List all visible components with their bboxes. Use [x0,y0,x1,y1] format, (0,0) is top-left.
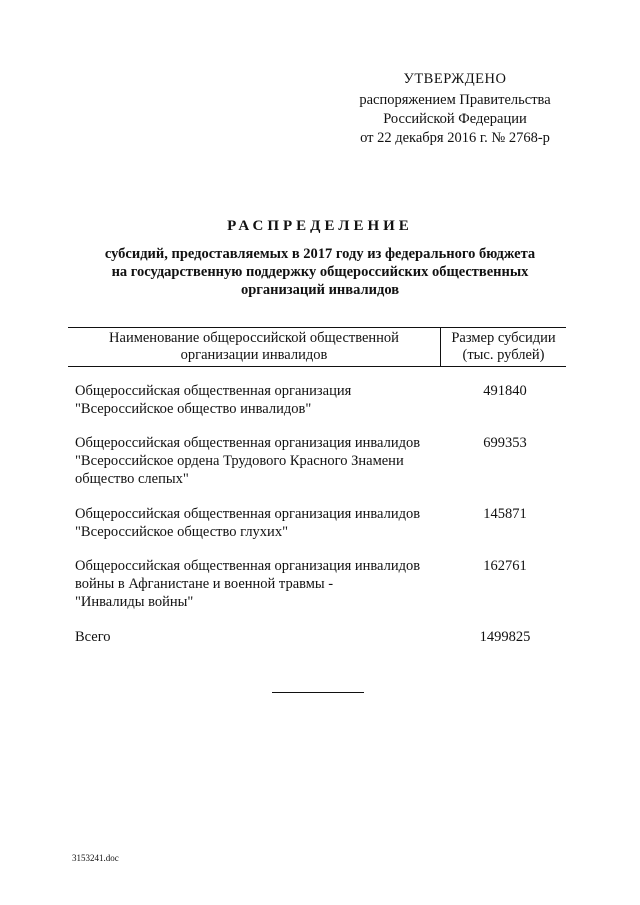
document-title: РАСПРЕДЕЛЕНИЕ [227,218,413,234]
document-subtitle [75,245,565,299]
row-name-line: Общероссийская общественная организация инвалидов [75,435,421,451]
row-subsidy-value: 145871 [483,506,527,522]
subtitle-line-3: организаций инвалидов [240,282,400,298]
approval-block [340,70,570,148]
row-name-line: "Всероссийское ордена Трудового Красного Знамени [75,453,404,469]
row-subsidy-value: 699353 [483,435,527,451]
row-name-line: "Всероссийское общество инвалидов" [75,401,312,417]
footer-filename: 3153241.doc [72,853,119,863]
row-organization-name [75,557,445,611]
table-row [75,434,565,488]
total-label: Всего [75,629,111,645]
column-header-name-line-1: Наименование общероссийской общественной [109,330,399,346]
subtitle-line-1: субсидий, предоставляемых в 2017 году из федерального бюджета [104,246,536,262]
row-subsidy-value: 162761 [483,558,527,574]
row-organization-name [75,434,445,488]
row-name-line: "Всероссийское общество глухих" [75,524,288,540]
total-value: 1499825 [479,629,531,645]
table-row [75,382,565,418]
row-name-line: общество слепых" [75,471,189,487]
approval-line-2: Российской Федерации [383,111,527,127]
column-header-name [68,330,440,364]
subtitle-line-2: на государственную поддержку общероссийских общественных [111,264,529,280]
table-row [75,505,565,541]
row-organization-name [75,505,445,541]
closing-separator-line [272,692,364,693]
row-name-line: войны в Афганистане и военной травмы - [75,576,334,592]
row-name-line: Общероссийская общественная организация инвалидов [75,506,421,522]
column-header-size-line-2: (тыс. рублей) [462,347,545,363]
approval-stamp: УТВЕРЖДЕНО [403,71,507,87]
row-name-line: "Инвалиды войны" [75,594,194,610]
column-header-size-line-1: Размер субсидии [451,330,556,346]
row-name-line: Общероссийская общественная организация инвалидов [75,558,421,574]
approval-line-3: от 22 декабря 2016 г. № 2768-р [360,130,550,146]
table-row [75,557,565,611]
row-name-line: Общероссийская общественная организация [75,383,352,399]
table-body [75,382,565,646]
row-organization-name [75,382,445,418]
row-subsidy-value: 491840 [483,383,527,399]
column-header-size [441,330,566,364]
column-header-name-line-2: организации инвалидов [180,347,328,363]
approval-line-1: распоряжением Правительства [359,92,551,108]
total-row [75,628,565,646]
table-header [68,327,566,367]
